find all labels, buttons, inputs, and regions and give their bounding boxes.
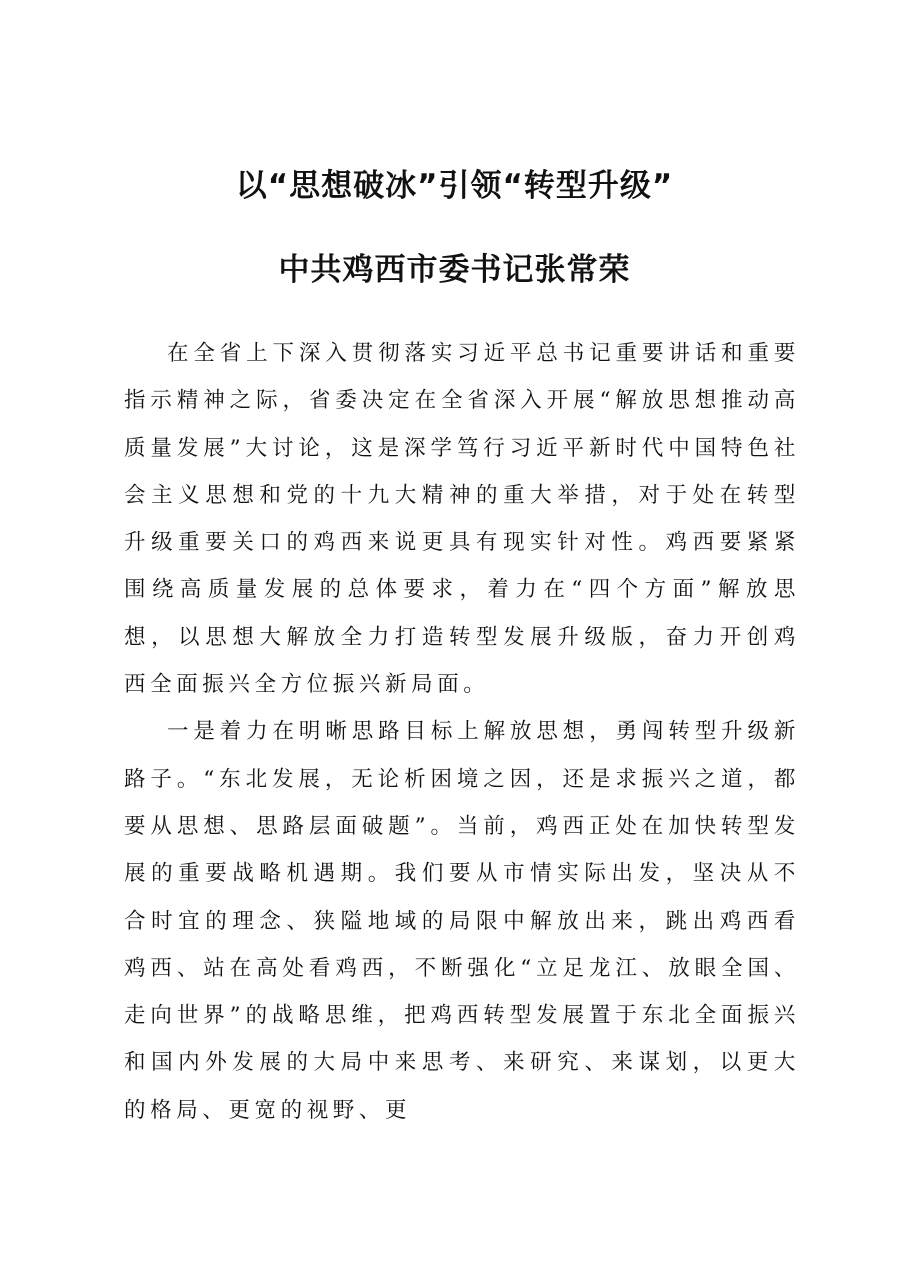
document-body <box>124 330 800 1134</box>
paragraph-point-one: 一是着力在明晰思路目标上解放思想，勇闯转型升级新路子。“东北发展，无论析困境之因，还是求振兴之道，都要从思想、思路层面破题”。当前，鸡西正处在加快转型发展的重要战略机遇期。我们要从市情实际出发，坚决从不合时宜的理念、狭隘地域的局限中解放出来，跳出鸡西看鸡西、站在高处看鸡西，不断强化“立足龙江、放眼全国、走向世界”的战略思维，把鸡西转型发展置于东北全面振兴和国内外发展的大局中来思考、来研究、来谋划，以更大的格局、更宽的视野、更 <box>124 719 800 1123</box>
author-line: 中共鸡西市委书记张常荣 <box>278 252 631 288</box>
document-title: 以“思想破冰”引领“转型升级” <box>235 168 674 204</box>
paragraph-intro: 在全省上下深入贯彻落实习近平总书记重要讲话和重要指示精神之际，省委决定在全省深入开展“解放思想推动高质量发展”大讨论，这是深学笃行习近平新时代中国特色社会主义思想和党的十九大精神的重大举措，对于处在转型升级重要关口的鸡西来说更具有现实针对性。鸡西要紧紧围绕高质量发展的总体要求，着力在“四个方面”解放思想，以思想大解放全力打造转型发展升级版，奋力开创鸡西全面振兴全方位振兴新局面。 <box>124 341 800 698</box>
